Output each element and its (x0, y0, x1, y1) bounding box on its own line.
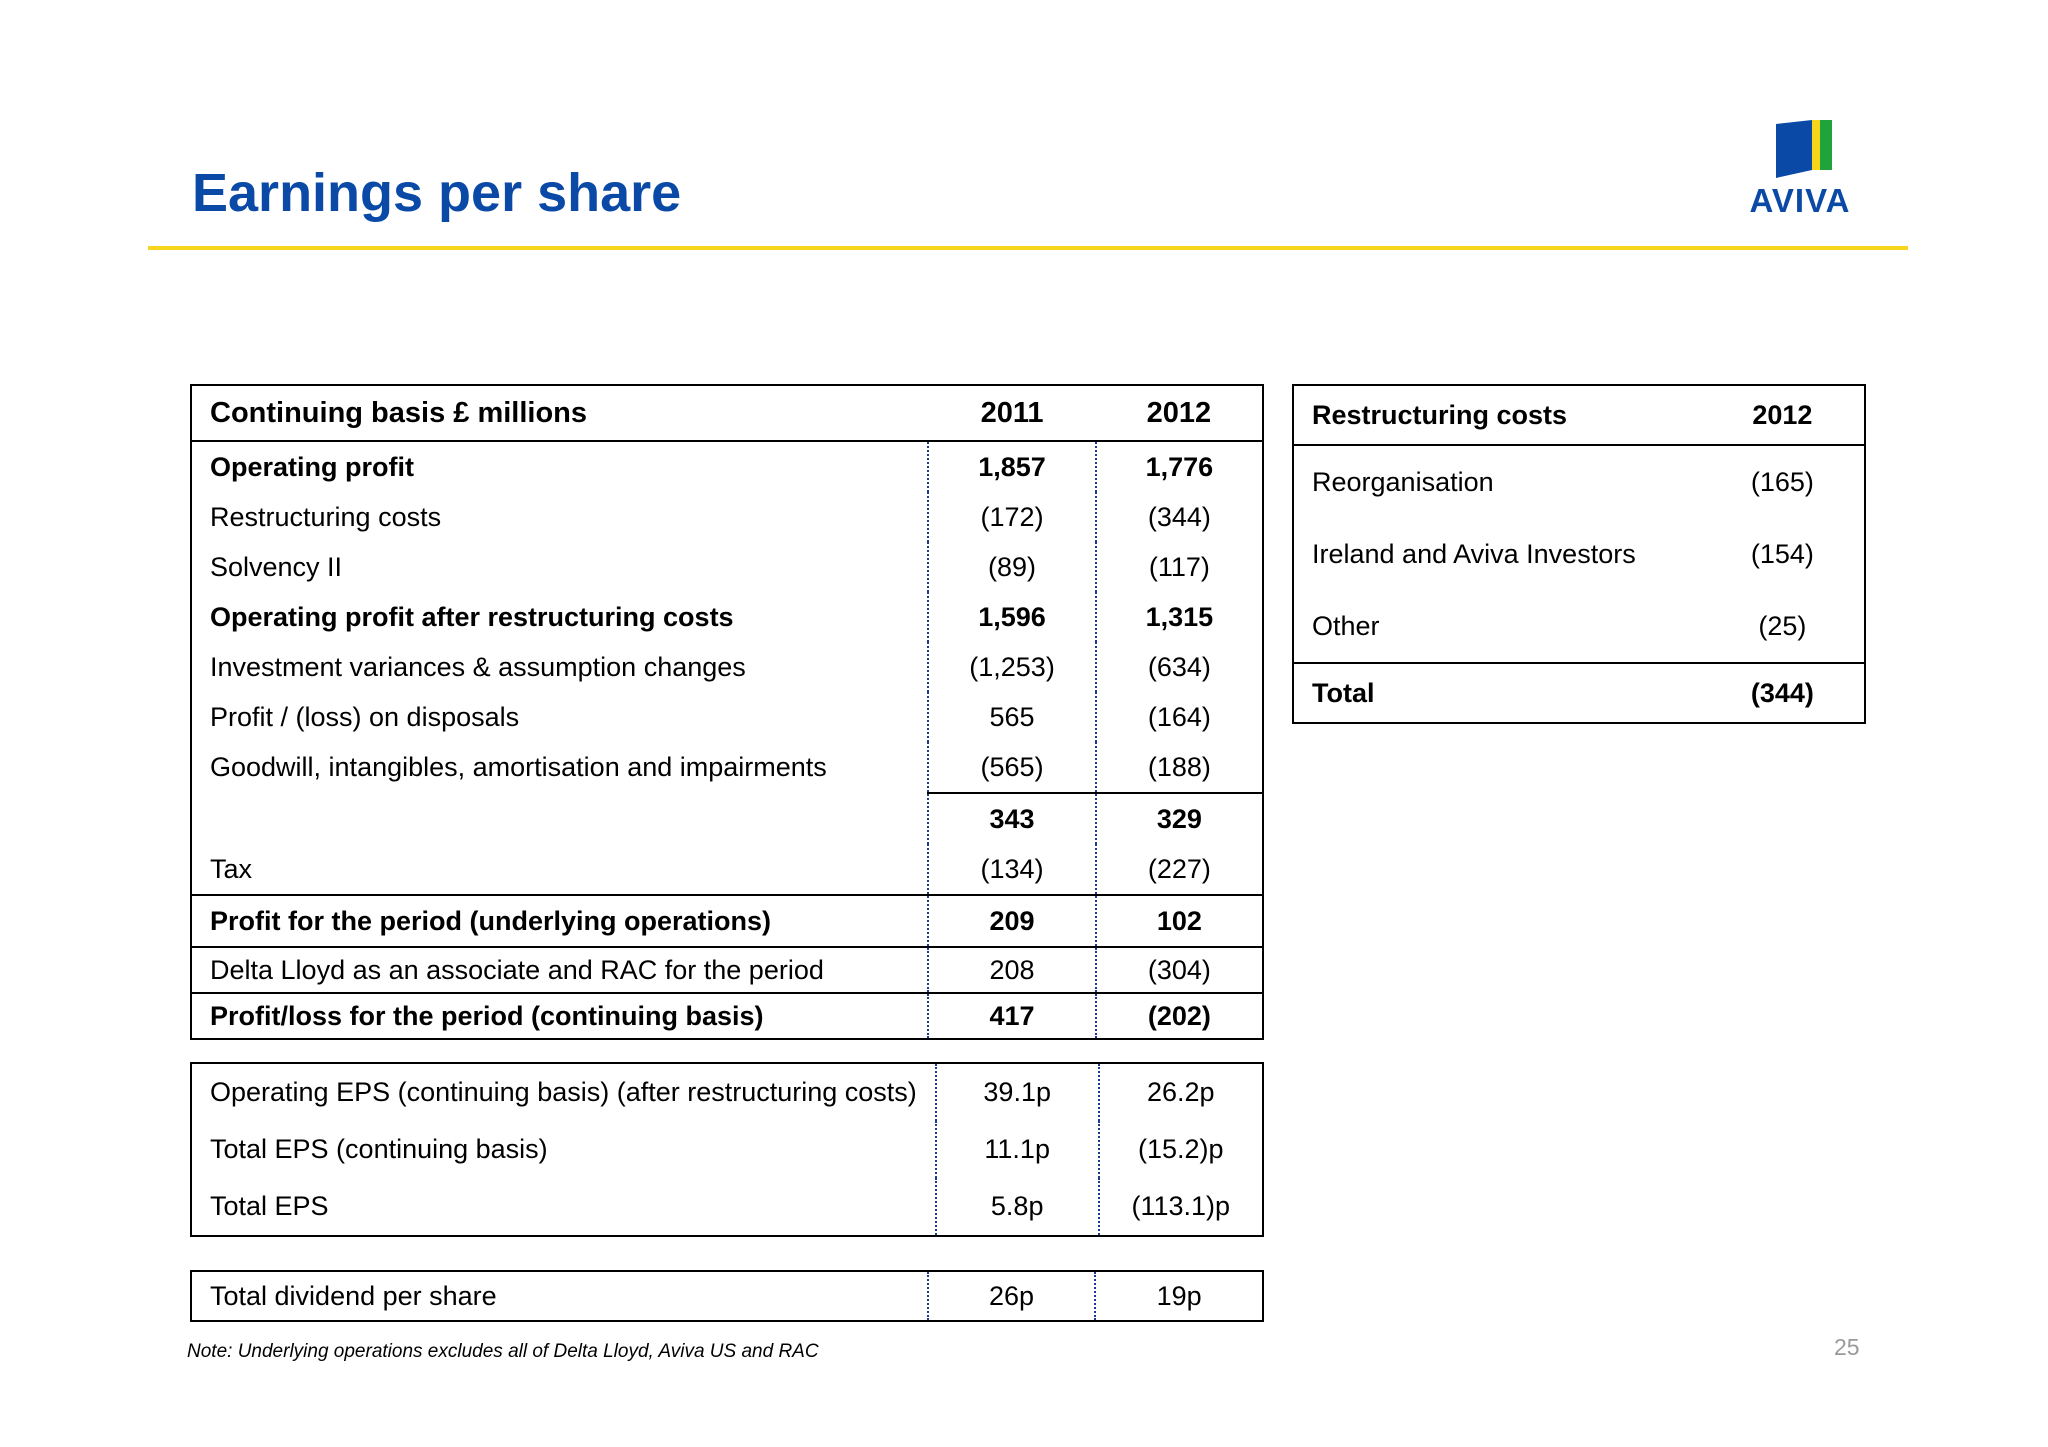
row-label: Profit for the period (underlying operations) (191, 895, 928, 947)
row-label: Delta Lloyd as an associate and RAC for the period (191, 947, 928, 993)
table-row (1293, 590, 1865, 663)
row-label: Investment variances & assumption changes (210, 651, 746, 682)
value-2012: (15.2)p (1099, 1121, 1263, 1178)
row-label: Total dividend per share (210, 1280, 497, 1311)
table-row (191, 492, 1263, 542)
aviva-logo-mark-icon (1776, 120, 1832, 178)
table-row (1293, 445, 1865, 518)
value-2011: (172) (928, 492, 1095, 542)
row-label: Total EPS (210, 1191, 329, 1221)
title-divider (148, 246, 1908, 250)
row-label (191, 793, 928, 844)
table-row (191, 993, 1263, 1039)
column-header-2012: 2012 (1096, 385, 1263, 441)
value-2011: (89) (928, 542, 1095, 592)
table-row (191, 742, 1263, 793)
row-label: Tax (210, 853, 253, 884)
column-header-2012: 2012 (1701, 385, 1865, 445)
column-header-label: Continuing basis £ millions (191, 385, 928, 441)
aviva-logo (1730, 120, 1870, 220)
table-row (191, 1178, 1263, 1236)
table-row (191, 692, 1263, 742)
value-2011: 565 (928, 692, 1095, 742)
restructuring-costs-table (1292, 384, 1866, 724)
row-label: Total (1293, 663, 1701, 723)
table-row (191, 1063, 1263, 1121)
row-label: Operating profit after restructuring costs (210, 601, 734, 632)
row-label: Ireland and Aviva Investors (1312, 538, 1636, 569)
value-2012: (154) (1750, 538, 1814, 569)
value-2012: 102 (1096, 895, 1263, 947)
table-header-row (191, 385, 1263, 441)
dividend-table (190, 1270, 1264, 1322)
value-2011: 417 (928, 993, 1095, 1039)
total-row (1293, 663, 1865, 723)
value-2012: (117) (1096, 542, 1263, 592)
value-2012: (634) (1096, 642, 1263, 692)
subtotal-row (191, 793, 1263, 844)
value-2012: 329 (1096, 793, 1263, 844)
row-label: Profit/loss for the period (continuing basis) (191, 993, 928, 1039)
row-label: Operating profit (210, 451, 414, 482)
value-2011: 26p (928, 1271, 1096, 1321)
column-header-2011: 2011 (928, 385, 1095, 441)
value-2011: (565) (928, 742, 1095, 793)
row-label: Restructuring costs (210, 501, 442, 532)
value-2012: 1,776 (1096, 441, 1263, 492)
value-2012: (344) (1701, 663, 1865, 723)
value-2012: (304) (1096, 947, 1263, 993)
value-2012: (188) (1096, 742, 1263, 793)
row-label: Solvency II (210, 551, 343, 582)
table-header-row (1293, 385, 1865, 445)
table-row (1293, 518, 1865, 590)
value-2012: 19p (1095, 1271, 1263, 1321)
row-label: Goodwill, intangibles, amortisation and impairments (210, 752, 827, 782)
value-2012: 26.2p (1099, 1063, 1263, 1121)
table-row (191, 592, 1263, 642)
value-2012: (227) (1096, 844, 1263, 895)
value-2011: (134) (928, 844, 1095, 895)
earnings-table (190, 384, 1264, 1040)
column-header-label: Restructuring costs (1293, 385, 1701, 445)
value-2011: 1,857 (928, 441, 1095, 492)
table-row (191, 1271, 1263, 1321)
row-label: Reorganisation (1312, 466, 1494, 497)
value-2011: 208 (928, 947, 1095, 993)
row-label: Profit / (loss) on disposals (210, 701, 520, 732)
value-2012: (165) (1750, 466, 1814, 497)
value-2011: 343 (928, 793, 1095, 844)
value-2012: (202) (1096, 993, 1263, 1039)
value-2012: (344) (1096, 492, 1263, 542)
table-row (191, 441, 1263, 492)
table-row (191, 895, 1263, 947)
value-2011: 5.8p (936, 1178, 1099, 1236)
value-2011: (1,253) (928, 642, 1095, 692)
value-2012: (164) (1096, 692, 1263, 742)
value-2012: (113.1)p (1099, 1178, 1263, 1236)
footnote: Note: Underlying operations excludes all of Delta Lloyd, Aviva US and RAC (187, 1341, 819, 1362)
table-row (191, 947, 1263, 993)
value-2011: 209 (928, 895, 1095, 947)
row-label: Operating EPS (continuing basis) (after restructuring costs) (210, 1077, 917, 1107)
table-row (191, 642, 1263, 692)
value-2012: (25) (1758, 610, 1807, 641)
aviva-logo-text: AVIVA (1749, 182, 1851, 219)
row-label: Total EPS (continuing basis) (210, 1134, 548, 1164)
eps-table (190, 1062, 1264, 1237)
value-2011: 39.1p (936, 1063, 1099, 1121)
page-number: 25 (1834, 1334, 1860, 1360)
table-row (191, 542, 1263, 592)
page-title: Earnings per share (192, 163, 682, 223)
row-label: Other (1312, 610, 1380, 641)
value-2011: 11.1p (936, 1121, 1099, 1178)
value-2011: 1,596 (928, 592, 1095, 642)
value-2012: 1,315 (1096, 592, 1263, 642)
table-row (191, 844, 1263, 895)
table-row (191, 1121, 1263, 1178)
